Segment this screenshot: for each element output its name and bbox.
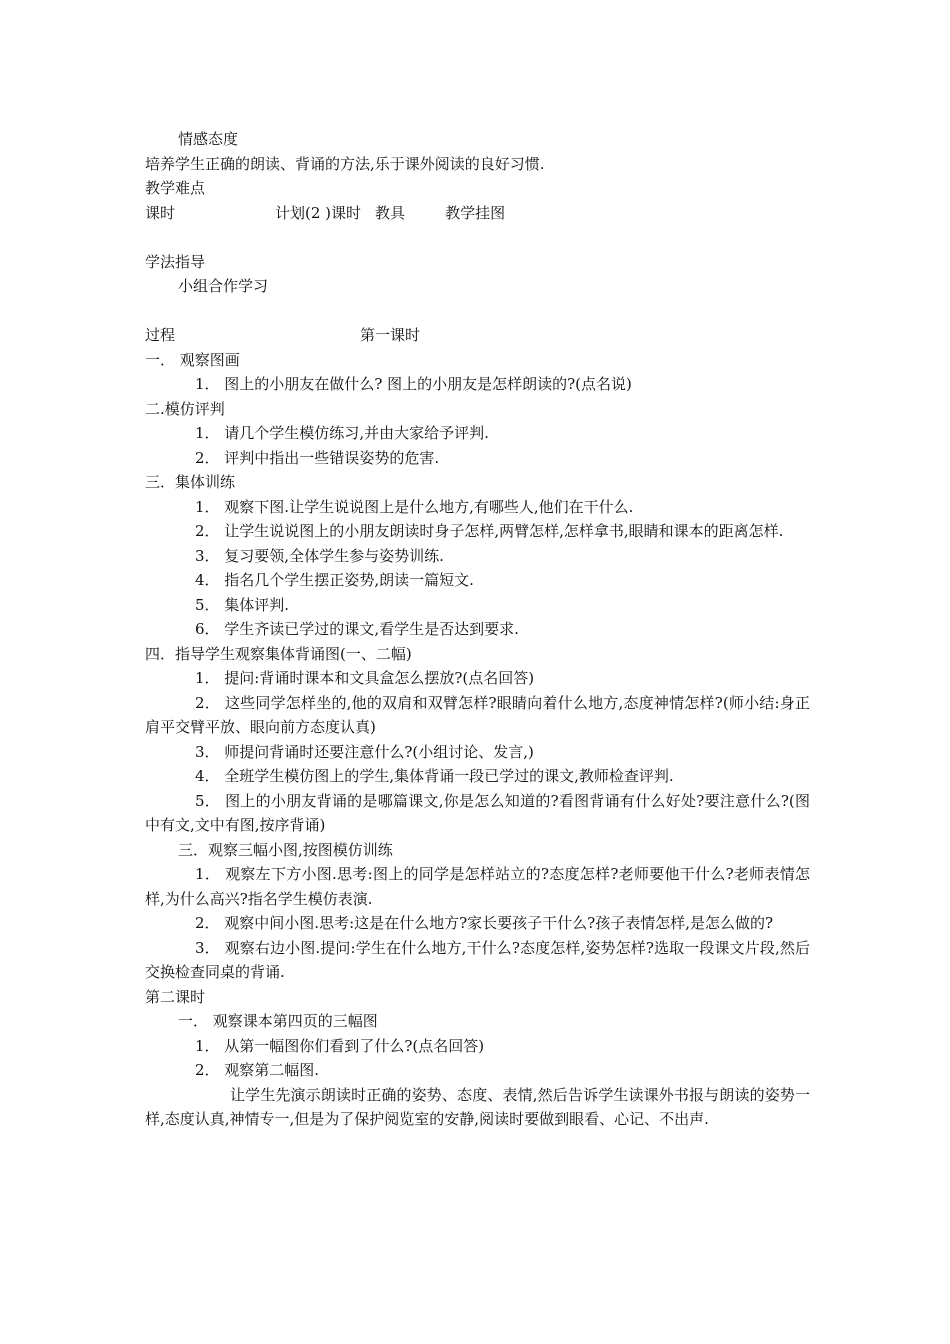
section-4-item-5: 5． 图上的小朋友背诵的是哪篇课文,你是怎么知道的?看图背诵有什么好处?要注意什么?(图中有文,文中有图,按序背诵)	[145, 791, 810, 834]
section-3-item-6: 6． 学生齐读已学过的课文,看学生是否达到要求.	[195, 620, 519, 638]
section-2-title: 二.模仿评判	[145, 399, 225, 418]
emotion-text: 培养学生正确的朗读、背诵的方法,乐于课外阅读的良好习惯.	[145, 154, 545, 173]
section-2-item-1: 1． 请几个学生模仿练习,并由大家给予评判.	[195, 424, 489, 442]
section-4-item-4: 4． 全班学生模仿图上的学生,集体背诵一段已学过的课文,教师检查评判.	[195, 767, 674, 785]
section-5-item-1: 1． 观察左下方小图.思考:图上的同学是怎样站立的?态度怎样?老师要他干什么?老师表情怎样,为什么高兴?指名学生模仿表演.	[145, 865, 810, 908]
lesson2-item-2: 2． 观察第二幅图.	[195, 1061, 320, 1079]
lesson2-label: 第二课时	[145, 987, 206, 1006]
process-row	[145, 323, 810, 348]
section-4-title: 四．指导学生观察集体背诵图(一、二幅)	[145, 644, 412, 663]
section-3-item-1: 1． 观察下图.让学生说说图上是什么地方,有哪些人,他们在干什么.	[195, 497, 634, 516]
lesson2-paragraph: 让学生先演示朗读时正确的姿势、态度、表情,然后告诉学生读课外书报与朗读的姿势一样,态度认真,神情专一,但是为了保护阅览室的安静,阅读时要做到眼看、心记、不出声.	[145, 1085, 810, 1128]
section-5-title: 三．观察三幅小图,按图模仿训练	[178, 840, 393, 859]
section-3-item-3: 3． 复习要领,全体学生参与姿势训练.	[195, 546, 444, 565]
emotion-heading: 情感态度	[178, 130, 239, 148]
section-3-item-2: 2． 让学生说说图上的小朋友朗读时身子怎样,两臂怎样,怎样拿书,眼睛和课本的距离怎样.	[195, 522, 784, 540]
section-5-item-2: 2． 观察中间小图.思考:这是在什么地方?家长要孩子干什么?孩子表情怎样,是怎么做的?	[195, 914, 774, 932]
process-label: 过程	[145, 326, 176, 344]
section-1-item-1: 1． 图上的小朋友在做什么? 图上的小朋友是怎样朗读的?(点名说)	[195, 375, 632, 393]
section-3-title: 三．集体训练	[145, 473, 236, 491]
lesson2-item-1: 1． 从第一幅图你们看到了什么?(点名回答)	[195, 1036, 485, 1055]
lesson1-label: 第一课时	[360, 326, 421, 344]
hours-label: 课时	[145, 203, 176, 222]
method-text: 小组合作学习	[178, 277, 269, 295]
method-heading: 学法指导	[145, 252, 206, 271]
lesson2-title: 一． 观察课本第四页的三幅图	[178, 1012, 378, 1030]
hours-row	[145, 201, 810, 226]
section-5-item-3: 3． 观察右边小图.提问:学生在什么地方,干什么?态度怎样,姿势怎样?选取一段课文片段,然后交换检查同桌的背诵.	[145, 938, 810, 981]
section-3-item-5: 5． 集体评判.	[195, 595, 290, 614]
tools-value: 教学挂图	[445, 203, 506, 222]
section-1-title: 一． 观察图画	[145, 350, 240, 369]
document-page	[145, 127, 810, 1132]
difficulty-heading: 教学难点	[145, 179, 206, 197]
section-2-item-2: 2． 评判中指出一些错误姿势的危害.	[195, 448, 440, 467]
section-4-item-1: 1． 提问:背诵时课本和文具盒怎么摆放?(点名回答)	[195, 669, 535, 687]
tools-label: 教具	[375, 203, 406, 222]
hours-plan: 计划(2 )课时	[275, 203, 362, 222]
section-3-item-4: 4． 指名几个学生摆正姿势,朗读一篇短文.	[195, 571, 474, 589]
section-4-item-3: 3． 师提问背诵时还要注意什么?(小组讨论、发言,)	[195, 742, 534, 761]
section-4-item-2: 2． 这些同学怎样坐的,他的双肩和双臂怎样?眼睛向着什么地方,态度神情怎样?(师小结:身正肩平交臂平放、眼向前方态度认真)	[145, 693, 810, 736]
